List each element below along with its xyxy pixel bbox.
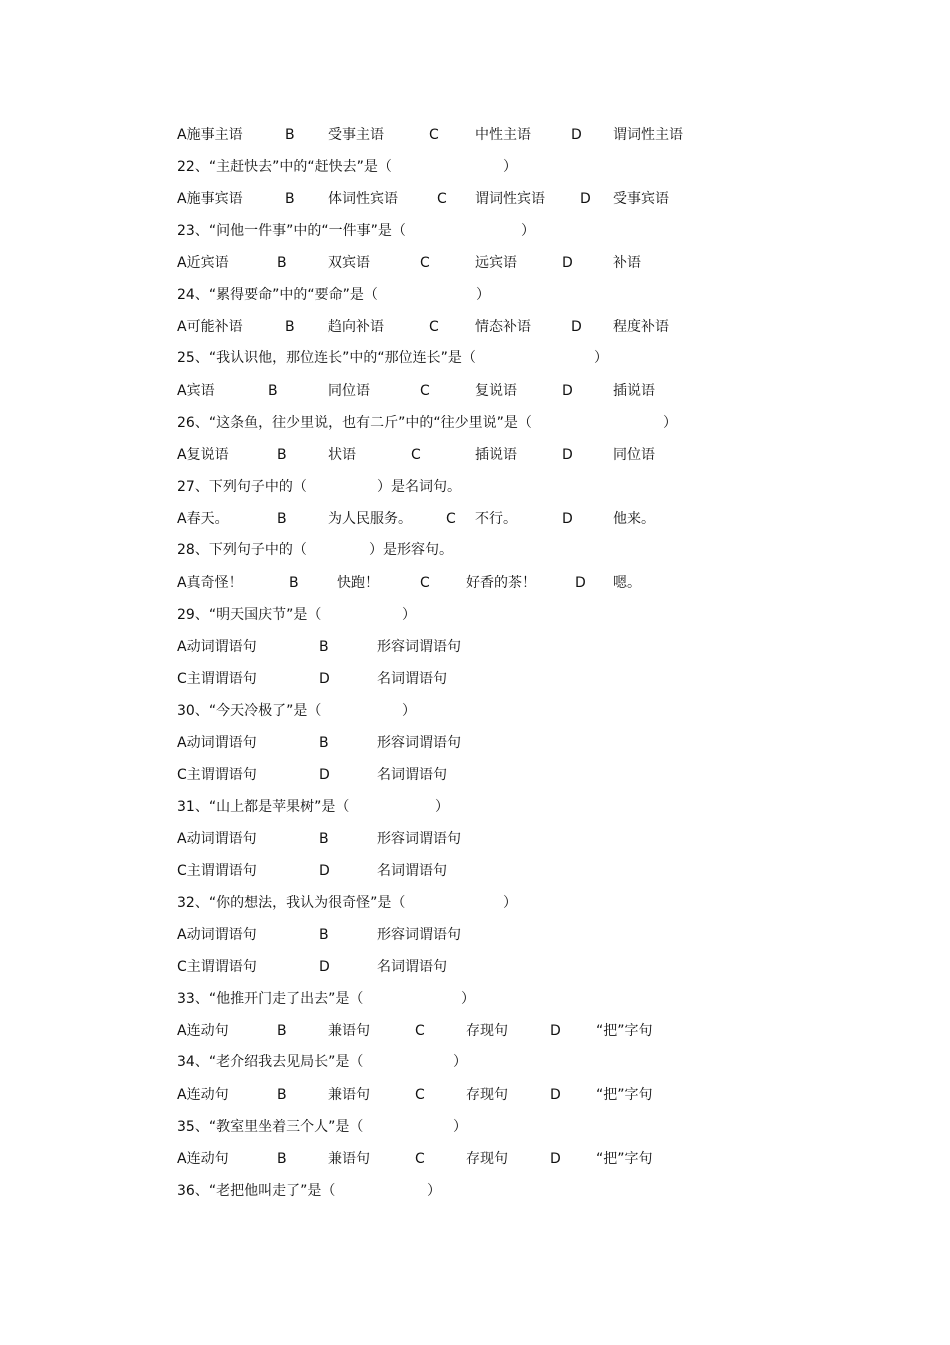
- option-a: A宾语: [177, 383, 215, 399]
- option-c-text: 复说语: [475, 383, 517, 399]
- option-d-text: 名词谓语句: [377, 959, 447, 975]
- option-b-text: 兼语句: [328, 1087, 370, 1103]
- answer-options: [177, 445, 655, 465]
- option-d-letter: D: [562, 255, 573, 271]
- option-d-letter: D: [319, 671, 330, 687]
- question-text: 35、“教室里坐着三个人”是（: [177, 1119, 364, 1135]
- answer-options: [177, 925, 461, 945]
- answer-options: [177, 669, 447, 689]
- option-b-text: 趋向补语: [328, 319, 384, 335]
- option-a: A施事宾语: [177, 191, 243, 207]
- option-b-text: 形容词谓语句: [377, 927, 461, 943]
- option-b-text: 体词性宾语: [328, 191, 398, 207]
- option-d-letter: D: [319, 863, 330, 879]
- option-b-letter: B: [289, 575, 299, 591]
- option-a: A真奇怪！: [177, 575, 243, 591]
- option-b-letter: B: [285, 127, 295, 143]
- option-b-text: 双宾语: [328, 255, 370, 271]
- question-close: ）: [663, 415, 677, 431]
- answer-options: [177, 637, 461, 657]
- question-line: [177, 605, 416, 625]
- option-b-letter: B: [285, 319, 295, 335]
- option-c-text: 存现句: [466, 1087, 508, 1103]
- option-d-letter: D: [319, 959, 330, 975]
- option-a: A动词谓语句: [177, 831, 257, 847]
- question-text: 32、“你的想法，我认为很奇怪”是（: [177, 895, 406, 911]
- question-line: [177, 348, 608, 368]
- option-c-text: 谓词性宾语: [475, 191, 545, 207]
- question-text: 27、下列句子中的（: [177, 479, 307, 495]
- option-b-letter: B: [319, 735, 329, 751]
- option-b-text: 形容词谓语句: [377, 735, 461, 751]
- question-close: ）: [453, 1054, 467, 1070]
- option-d-letter: D: [562, 511, 573, 527]
- option-b-letter: B: [285, 191, 295, 207]
- answer-options: [177, 1149, 653, 1169]
- answer-options: [177, 861, 447, 881]
- answer-options: [177, 189, 669, 209]
- option-d-text: 插说语: [613, 383, 655, 399]
- option-c-letter: C: [420, 575, 430, 591]
- option-d-text: 补语: [613, 255, 641, 271]
- option-c-letter: C: [446, 511, 456, 527]
- option-a: A可能补语: [177, 319, 243, 335]
- answer-options: [177, 1085, 653, 1105]
- answer-options: [177, 253, 641, 273]
- option-b-text: 状语: [328, 447, 356, 463]
- option-a: A动词谓语句: [177, 639, 257, 655]
- option-c-letter: C: [429, 319, 439, 335]
- question-close: ）: [521, 223, 535, 239]
- option-b-text: 快跑！: [337, 575, 379, 591]
- question-text: 30、“今天冷极了”是（: [177, 703, 322, 719]
- option-d-text: 谓词性主语: [613, 127, 683, 143]
- option-b-letter: B: [268, 383, 278, 399]
- option-b-letter: B: [277, 511, 287, 527]
- question-line: [177, 1052, 467, 1072]
- option-d-text: 嗯。: [613, 575, 641, 591]
- option-d-letter: D: [319, 767, 330, 783]
- option-c-text: 远宾语: [475, 255, 517, 271]
- option-a: A连动句: [177, 1151, 229, 1167]
- option-d-letter: D: [575, 575, 586, 591]
- question-text: 22、“主赶快去”中的“赶快去”是（: [177, 159, 392, 175]
- option-a: A动词谓语句: [177, 735, 257, 751]
- answer-options: [177, 765, 447, 785]
- option-c-text: 存现句: [466, 1151, 508, 1167]
- answer-options: [177, 317, 669, 337]
- question-line: [177, 157, 517, 177]
- question-text: 28、下列句子中的（: [177, 542, 307, 558]
- question-text: 26、“这条鱼，往少里说，也有二斤”中的“往少里说”是（: [177, 415, 532, 431]
- option-a: A动词谓语句: [177, 927, 257, 943]
- question-line: [177, 413, 677, 433]
- question-text: 36、“老把他叫走了”是（: [177, 1183, 336, 1199]
- question-text: 23、“问他一件事”中的“一件事”是（: [177, 223, 406, 239]
- option-c-text: 情态补语: [475, 319, 531, 335]
- answer-options: [177, 829, 461, 849]
- option-a: A连动句: [177, 1087, 229, 1103]
- option-c-letter: C: [420, 255, 430, 271]
- option-c-text: 存现句: [466, 1023, 508, 1039]
- option-d-text: 程度补语: [613, 319, 669, 335]
- question-text: 33、“他推开门走了出去”是（: [177, 991, 364, 1007]
- option-d-text: 同位语: [613, 447, 655, 463]
- question-line: [177, 797, 449, 817]
- option-c: C主谓谓语句: [177, 767, 257, 783]
- option-c-text: 中性主语: [475, 127, 531, 143]
- question-close: ）: [594, 350, 608, 366]
- question-line: [177, 1117, 467, 1137]
- question-line: [177, 221, 535, 241]
- option-d-letter: D: [562, 447, 573, 463]
- answer-options: [177, 1021, 653, 1041]
- question-text: 25、“我认识他，那位连长”中的“那位连长”是（: [177, 350, 476, 366]
- option-b-letter: B: [277, 1151, 287, 1167]
- option-c: C主谓谓语句: [177, 863, 257, 879]
- option-c: C主谓谓语句: [177, 671, 257, 687]
- question-close: ）: [402, 703, 416, 719]
- option-b-text: 受事主语: [328, 127, 384, 143]
- option-c-letter: C: [411, 447, 421, 463]
- option-d-text: “把”字句: [596, 1087, 653, 1103]
- option-d-letter: D: [571, 127, 582, 143]
- option-b-letter: B: [319, 639, 329, 655]
- question-line: [177, 989, 475, 1009]
- option-b-text: 兼语句: [328, 1151, 370, 1167]
- option-c-letter: C: [437, 191, 447, 207]
- question-close: ）: [402, 607, 416, 623]
- option-c-letter: C: [429, 127, 439, 143]
- question-close: ）: [503, 159, 517, 175]
- option-d-letter: D: [562, 383, 573, 399]
- answer-options: [177, 573, 641, 593]
- option-d-text: 名词谓语句: [377, 863, 447, 879]
- option-c-letter: C: [415, 1023, 425, 1039]
- option-c-letter: C: [415, 1087, 425, 1103]
- option-a: A施事主语: [177, 127, 243, 143]
- option-c-letter: C: [415, 1151, 425, 1167]
- answer-options: [177, 957, 447, 977]
- question-close: ）: [476, 287, 490, 303]
- option-b-letter: B: [277, 1023, 287, 1039]
- answer-options: [177, 125, 683, 145]
- option-c-letter: C: [420, 383, 430, 399]
- question-line: [177, 540, 453, 560]
- option-a: A春天。: [177, 511, 229, 527]
- question-text: 31、“山上都是苹果树”是（: [177, 799, 350, 815]
- question-close: ）是名词句。: [377, 479, 461, 495]
- answer-options: [177, 733, 461, 753]
- option-a: A近宾语: [177, 255, 229, 271]
- option-d-text: 名词谓语句: [377, 767, 447, 783]
- question-text: 29、“明天国庆节”是（: [177, 607, 322, 623]
- option-b-letter: B: [277, 1087, 287, 1103]
- option-c-text: 插说语: [475, 447, 517, 463]
- option-b-letter: B: [277, 255, 287, 271]
- question-text: 24、“累得要命”中的“要命”是（: [177, 287, 378, 303]
- option-d-text: “把”字句: [596, 1151, 653, 1167]
- option-b-text: 同位语: [328, 383, 370, 399]
- option-d-text: 他来。: [613, 511, 655, 527]
- option-b-text: 为人民服务。: [328, 511, 412, 527]
- option-d-letter: D: [580, 191, 591, 207]
- option-b-letter: B: [319, 831, 329, 847]
- option-a: A连动句: [177, 1023, 229, 1039]
- question-line: [177, 477, 461, 497]
- option-d-letter: D: [550, 1087, 561, 1103]
- answer-options: [177, 381, 655, 401]
- option-d-text: 名词谓语句: [377, 671, 447, 687]
- option-c-text: 好香的茶！: [466, 575, 536, 591]
- option-d-letter: D: [550, 1023, 561, 1039]
- option-c-text: 不行。: [475, 511, 517, 527]
- question-close: ）: [453, 1119, 467, 1135]
- question-text: 34、“老介绍我去见局长”是（: [177, 1054, 364, 1070]
- option-d-text: 受事宾语: [613, 191, 669, 207]
- option-b-letter: B: [319, 927, 329, 943]
- option-d-letter: D: [550, 1151, 561, 1167]
- option-d-letter: D: [571, 319, 582, 335]
- option-b-text: 形容词谓语句: [377, 639, 461, 655]
- option-a: A复说语: [177, 447, 229, 463]
- question-close: ）: [503, 895, 517, 911]
- question-close: ）: [461, 991, 475, 1007]
- question-close: ）: [435, 799, 449, 815]
- option-b-text: 形容词谓语句: [377, 831, 461, 847]
- question-close: ）: [427, 1183, 441, 1199]
- question-line: [177, 1181, 441, 1201]
- option-b-text: 兼语句: [328, 1023, 370, 1039]
- question-line: [177, 285, 490, 305]
- option-d-text: “把”字句: [596, 1023, 653, 1039]
- question-line: [177, 701, 416, 721]
- question-line: [177, 893, 517, 913]
- question-close: ）是形容句。: [369, 542, 453, 558]
- answer-options: [177, 509, 655, 529]
- option-b-letter: B: [277, 447, 287, 463]
- option-c: C主谓谓语句: [177, 959, 257, 975]
